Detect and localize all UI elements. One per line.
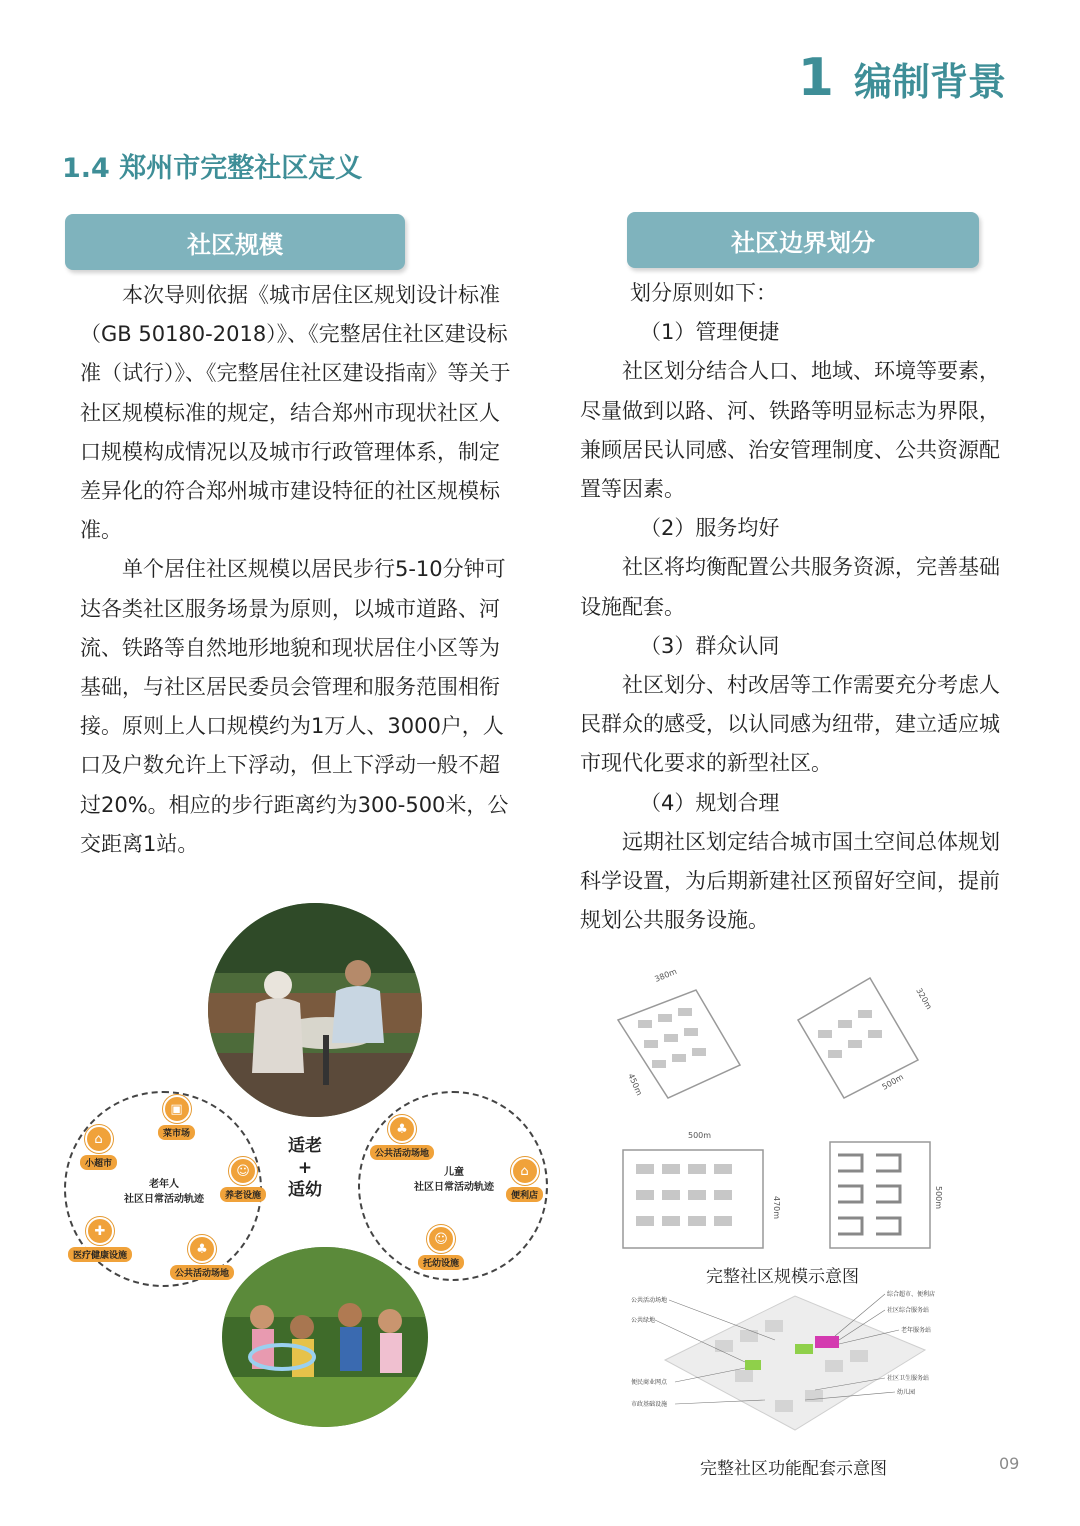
node-elderly-care-label: 养老设施 — [220, 1187, 266, 1202]
node-childcare — [418, 1225, 464, 1270]
left-paragraph-1: 本次导则依据《城市居住区规划设计标准（GB 50180-2018）》、《完整居住社区建设标准（试行）》、《完整居住社区建设指南》等关于社区规模标准的规定，结合郑州市现状社区人口规模构成情况以及城市行政管理体系，制定差异化的符合郑州城市建设特征的社区规模标准。 — [80, 283, 511, 543]
plan-dimension-5: 500m — [688, 1131, 712, 1140]
center-label — [288, 1135, 322, 1201]
func-left-label-2: 公共绿地 — [631, 1317, 656, 1324]
plan-dimension-4: 500m — [880, 1072, 905, 1092]
shop-icon: ⌂ — [85, 1125, 113, 1153]
node-convenience-store — [506, 1157, 543, 1202]
plan-dimension-6: 470m — [772, 1196, 781, 1220]
func-left-label-4: 市政基础设施 — [631, 1401, 668, 1408]
node-market — [158, 1095, 195, 1140]
func-caption: 完整社区功能配套示意图 — [700, 1459, 887, 1479]
node-child-public-space-label: 公共活动场地 — [370, 1145, 434, 1160]
family-icon: ☺ — [427, 1225, 455, 1253]
right-intro: 划分原则如下： — [630, 281, 777, 305]
plan-dimension-2: 450m — [626, 1072, 644, 1097]
heading-boundary-division: 社区边界划分 — [627, 212, 979, 268]
child-loop-label — [394, 1165, 514, 1195]
chapter-number: 1 — [797, 48, 834, 108]
chapter-header — [798, 48, 1006, 108]
left-paragraph-2: 单个居住社区规模以居民步行5-10分钟可达各类社区服务场景为原则，以城市道路、河流、铁路等自然地形地貌和现状居住小区等为基础，与社区居民委员会管理和服务范围相衔接。原则上人口规模约为1万人、3000户，人口及户数允许上下浮动，但上下浮动一般不超过20%。相应的步行距离约为300-500米，公交距离1站。 — [80, 557, 509, 856]
item-4-text: 远期社区划定结合城市国土空间总体规划科学设置，为后期新建社区预留好空间，提前规划公共服务设施。 — [580, 829, 1000, 933]
plan-dimension-1: 380m — [653, 966, 679, 984]
medical-icon: ✚ — [86, 1217, 114, 1245]
node-market-label: 菜市场 — [158, 1125, 195, 1140]
elder-loop-label-text: 老年人 社区日常活动轨迹 — [124, 1179, 204, 1205]
elderly-couple-photo — [208, 903, 422, 1117]
node-elder-public-space — [170, 1235, 234, 1280]
child-loop-label-text: 儿童 社区日常活动轨迹 — [414, 1167, 494, 1193]
node-elder-public-space-label: 公共活动场地 — [170, 1265, 234, 1280]
item-1-text: 社区划分结合人口、地域、环境等要素，尽量做到以路、河、铁路等明显标志为界限，兼顾居民认同感、治安管理制度、公共资源配置等因素。 — [580, 359, 1000, 502]
func-right-label-1: 综合超市、便利店 — [887, 1291, 936, 1298]
func-left-label-1: 公共活动场地 — [631, 1297, 668, 1304]
func-left-label-3: 便民商业网点 — [631, 1379, 668, 1386]
func-right-label-5: 幼儿园 — [897, 1389, 916, 1396]
store-icon: ⌂ — [511, 1157, 539, 1185]
page-number: 09 — [999, 1454, 1020, 1473]
item-3-title: （3）群众认同 — [640, 633, 780, 658]
node-medical-label: 医疗健康设施 — [68, 1247, 132, 1262]
node-convenience-store-label: 便利店 — [506, 1187, 543, 1202]
node-child-public-space — [370, 1115, 434, 1160]
node-childcare-label: 托幼设施 — [418, 1255, 464, 1270]
plan-dimension-7: 500m — [934, 1186, 943, 1210]
basket-icon: ▣ — [163, 1095, 191, 1123]
section-title: 1.4 郑州市完整社区定义 — [62, 153, 363, 184]
heading-community-scale: 社区规模 — [65, 214, 405, 270]
community-scale-plans — [608, 950, 948, 1260]
elder-loop-label — [104, 1177, 224, 1207]
item-4-title: （4）规划合理 — [640, 790, 780, 815]
func-right-label-4: 社区卫生服务站 — [887, 1375, 930, 1382]
item-3-text: 社区划分、村改居等工作需要充分考虑人民群众的感受，以认同感为纽带，建立适应城市现代化要求的新型社区。 — [580, 673, 1000, 776]
plans-caption: 完整社区规模示意图 — [706, 1267, 859, 1287]
left-column — [80, 276, 520, 864]
item-2-title: （2）服务均好 — [640, 516, 780, 541]
function-diagram — [625, 1290, 945, 1440]
chapter-title: 编制背景 — [853, 60, 1006, 104]
item-1-title: （1）管理便捷 — [640, 320, 780, 345]
right-column — [580, 274, 1020, 940]
activity-icon: ♣ — [188, 1235, 216, 1263]
activity-illustration — [60, 895, 560, 1435]
node-mini-supermarket-label: 小超市 — [80, 1155, 117, 1170]
family-icon: ☺ — [229, 1157, 257, 1185]
node-mini-supermarket — [80, 1125, 117, 1170]
item-2-text: 社区将均衡配置公共服务资源，完善基础设施配套。 — [580, 555, 1000, 619]
func-right-label-2: 社区综合服务站 — [887, 1307, 930, 1314]
func-right-label-3: 老年服务站 — [901, 1327, 932, 1334]
center-label-text: 适老 + 适幼 — [288, 1136, 322, 1200]
activity-icon: ♣ — [388, 1115, 416, 1143]
plan-dimension-3: 320m — [914, 986, 934, 1011]
node-elderly-care — [220, 1157, 266, 1202]
children-playing-photo — [222, 1247, 428, 1427]
node-medical — [68, 1217, 132, 1262]
